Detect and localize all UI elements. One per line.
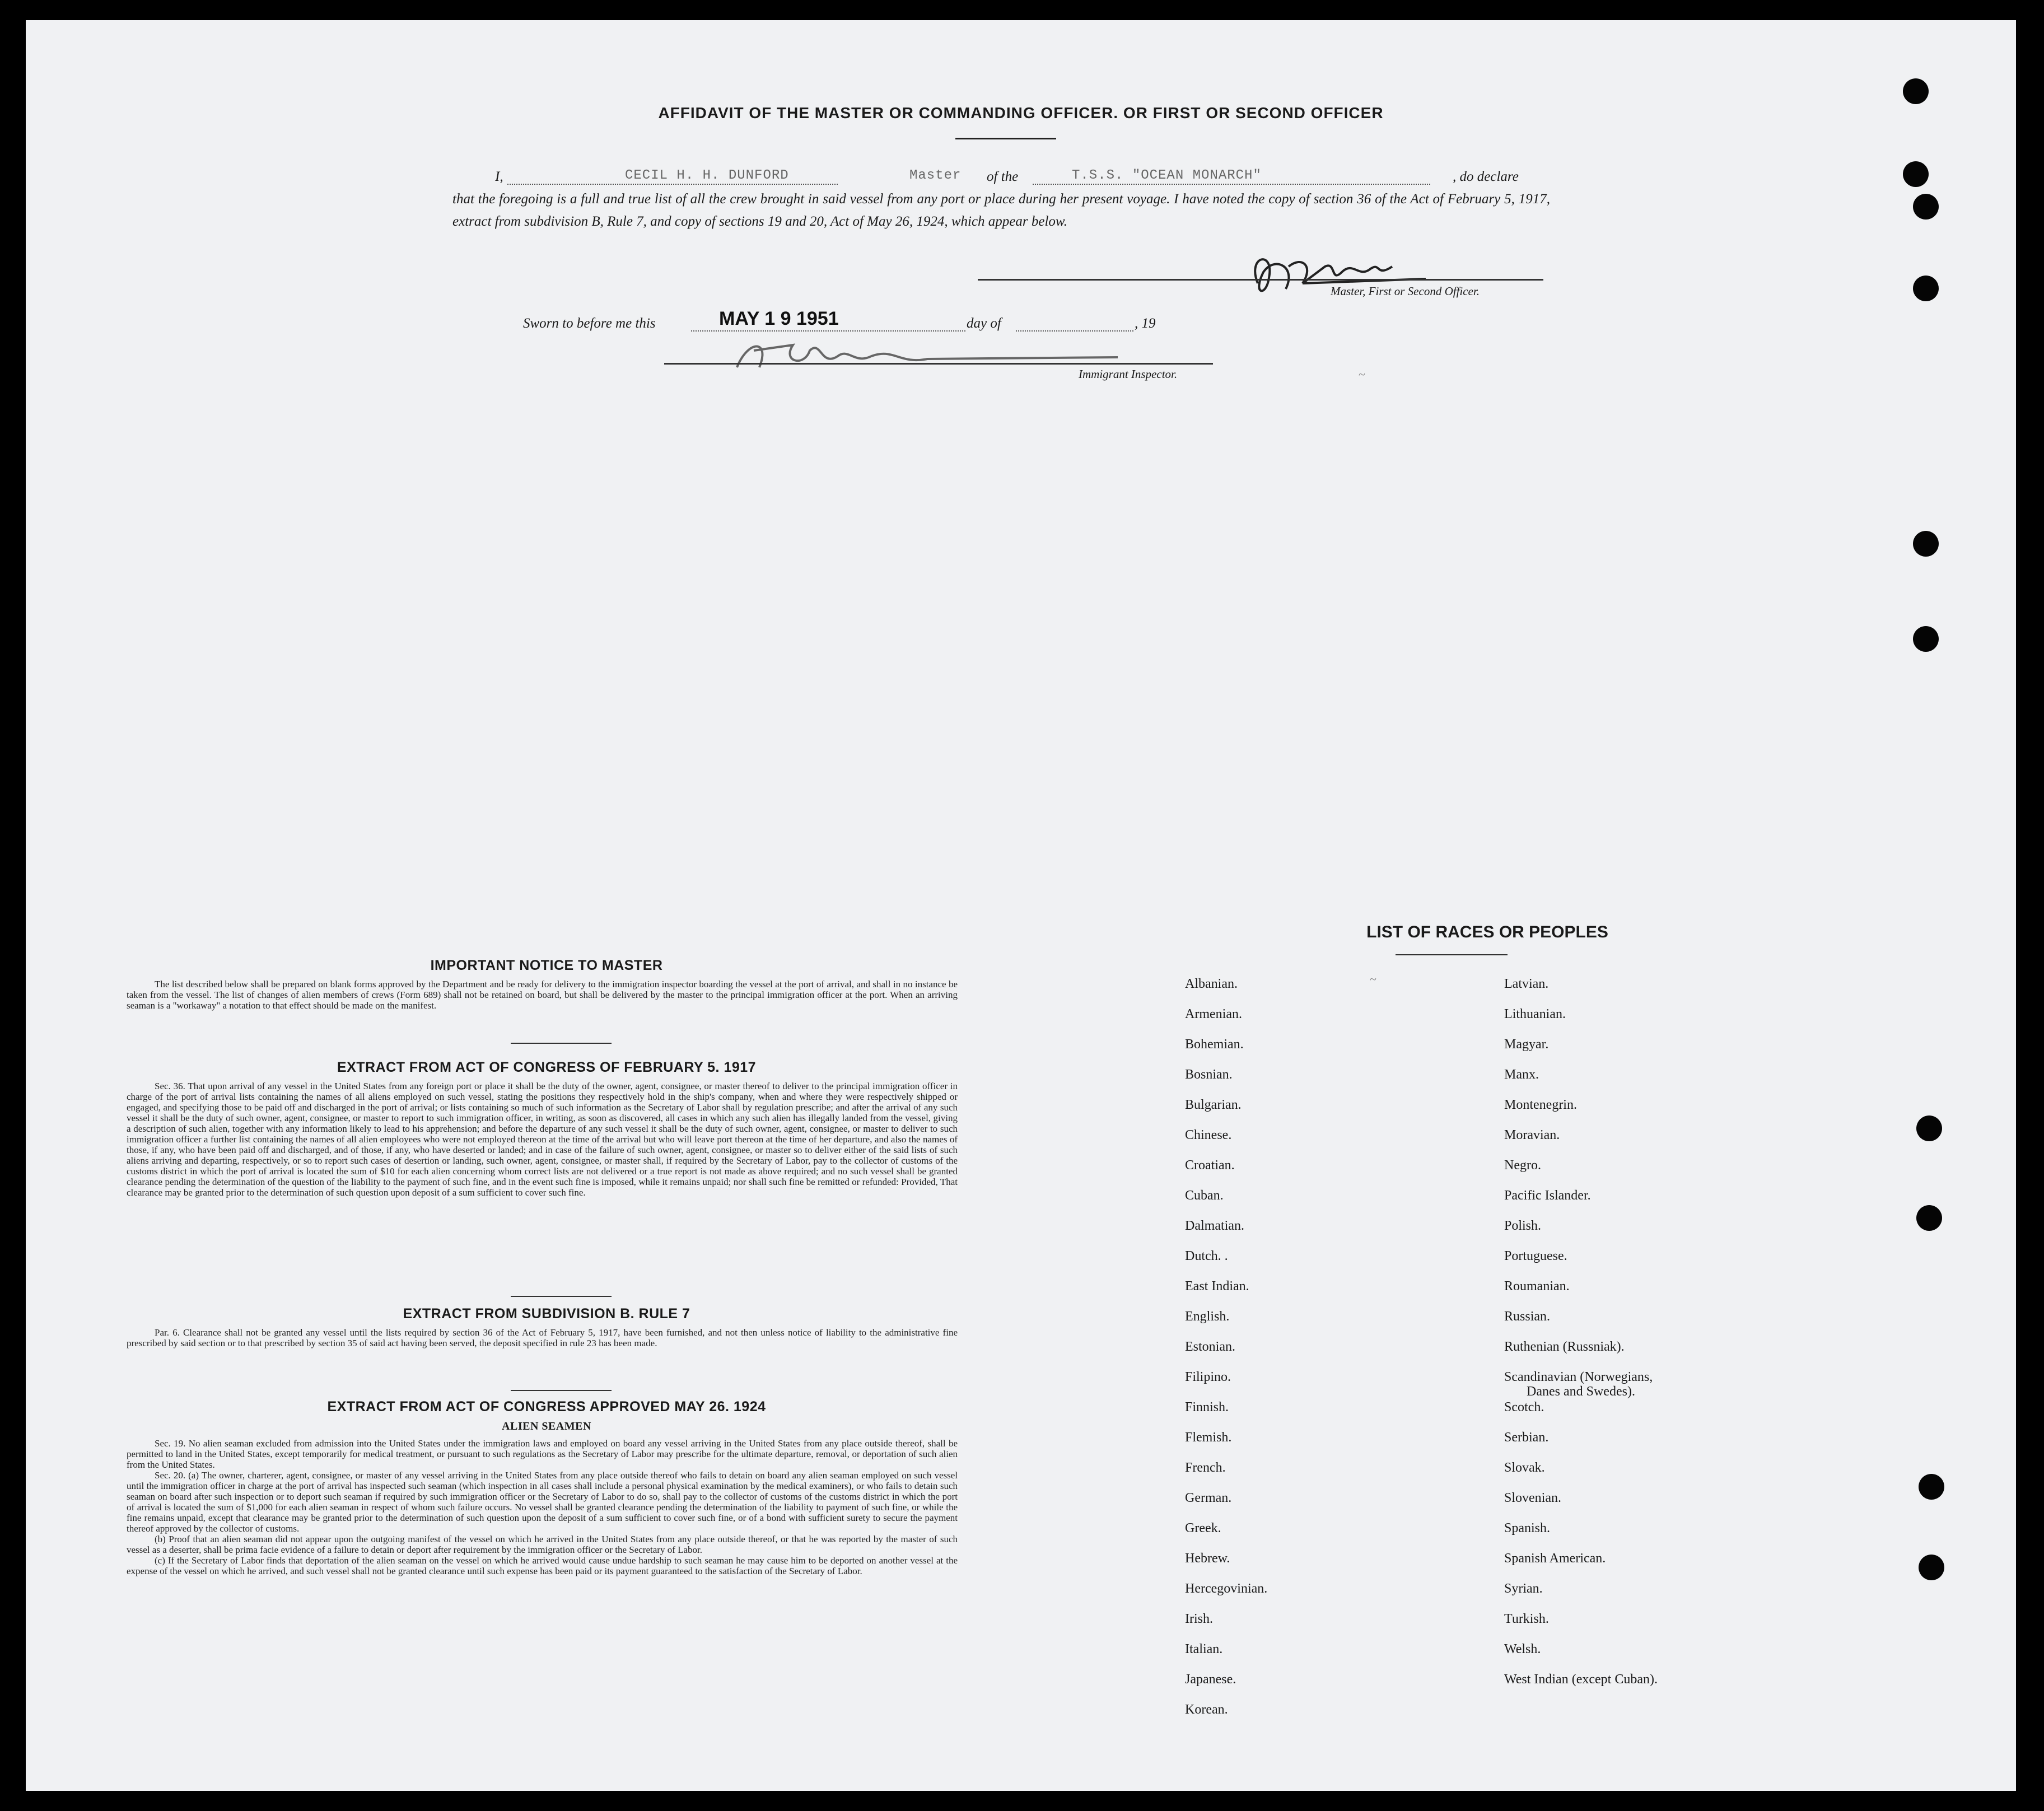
race-item: Latvian. xyxy=(1504,977,1549,991)
do-declare-label: , do declare xyxy=(1453,169,1519,184)
extract-1917-text: Sec. 36. That upon arrival of any vessel in the United States from any foreign port or place it shall be the duty of the owner, agent, consignee, or master thereof to deliver to the principal immigration officer in charge of the port of arrival lists containing the names of all aliens employed on such vessel, stating the positions they respectively hold in the ship's company, when and where they were respectively shipped or engaged, and specifying those to be paid off and discharged in the port of arrival; or lists containing so much of such information as the Secretary of Labor shall by regulation prescribe; and after the arrival of any such vessel it shall be the duty of such owner, agent, consignee, or master to report to such immigration officer, in writing, as soon as discovered, all cases in which any such alien has illegally landed from the vessel, giving a description of such alien, together with any information likely to lead to his apprehension; and before the departure of any such vessel it shall be the duty of such owner, agent, consignee, or master to deliver to such immigration officer a further list containing the names of all alien employees who were not employed thereon at the time of the arrival but who will leave port thereon at the time of her departure, and also the names of those, if any, who have been paid off and discharged, and of those, if any, who have deserted or landed; and in case of the failure of such owner, agent, consignee, or master so to deliver either of the said lists of such aliens arriving and departing, respectively, or so to report such cases of desertion or landing, such owner, agent, consignee, or master shall, if required by the Secretary of Labor, pay to the collector of customs of the customs district in which the port of arrival is located the sum of $10 for each alien concerning whom correct lists are not delivered or a true report is not made as above required; and no such vessel shall be granted clearance pending the determination of the question of the liability to the payment of such fine, and in the event such fine is imposed, while it remains unpaid; nor shall such fine be remitted or refunded: Provided, That clearance may be granted prior to the determination of such question upon deposit of a sum sufficient to cover such fine. xyxy=(127,1081,958,1198)
race-item: English. xyxy=(1185,1309,1230,1324)
race-item: Lithuanian. xyxy=(1504,1007,1566,1021)
sworn-dotted-line xyxy=(691,330,965,332)
race-item: Bohemian. xyxy=(1185,1037,1244,1052)
punch-hole xyxy=(1916,1115,1942,1141)
race-item: Serbian. xyxy=(1504,1430,1549,1445)
notice-title: IMPORTANT NOTICE TO MASTER xyxy=(430,958,663,973)
month-dotted-line xyxy=(1016,330,1133,332)
race-item: Irish. xyxy=(1185,1612,1213,1626)
races-underline xyxy=(1396,954,1508,955)
race-item: Hebrew. xyxy=(1185,1551,1230,1566)
extract-1917-title: EXTRACT FROM ACT OF CONGRESS OF FEBRUARY 5. 1917 xyxy=(337,1059,757,1075)
race-item: Welsh. xyxy=(1504,1642,1541,1656)
manifest-page xyxy=(26,20,2016,1791)
race-item: Moravian. xyxy=(1504,1128,1560,1142)
race-item: Armenian. xyxy=(1185,1007,1242,1021)
race-item: Scandinavian (Norwegians, xyxy=(1504,1370,1653,1384)
race-item: Bulgarian. xyxy=(1185,1098,1242,1112)
race-item: Portuguese. xyxy=(1504,1249,1567,1263)
punch-hole xyxy=(1903,161,1929,187)
inspector-line xyxy=(664,363,1213,365)
race-item: Ruthenian (Russniak). xyxy=(1504,1339,1625,1354)
declaration-line xyxy=(495,167,1548,187)
race-item: Danes and Swedes). xyxy=(1527,1384,1635,1399)
race-item: Cuban. xyxy=(1185,1188,1224,1203)
extract-1924-text: Sec. 19. No alien seaman excluded from admission into the United States under the immigration laws and employed on board any vessel arriving in the United States from any place outside thereof, shall be permitted to land in the United States, except temporarily for medical treatment, or pursuant to such regulations as the Secretary of Labor may prescribe for the ultimate departure, removal, or deportation of such alien from the United States. Sec. 20. (a) The owner, charterer, agent, consignee, or master of any vessel arriving in the United States from any place outside thereof who fails to detain on board any alien seaman employed on such vessel until the immigration officer in charge at the port of arrival has inspected such seaman (which inspection in all cases shall include a personal physical examination by the medical examiners), or who fails to detain such seaman on board after such inspection or to deport such seaman if required by such immigration officer or the Secretary of Labor to do so, shall pay to the collector of customs of the customs district in which the port of arrival is located the sum of $1,000 for each alien seaman in respect of whom such failure occurs. No vessel shall be granted clearance pending the determination of the liability to payment of such fine, or while the fine remains unpaid, except that clearance may be granted prior to the determination of such question upon the deposit of a sum sufficient to cover such fine, or of a bond with sufficient surety to secure the payment thereof approved by the collector of customs. (b) Proof that an alien seaman did not appear upon the outgoing manifest of the vessel on which he arrived in the United States from any place outside thereof, or that he was reported by the master of such vessel as a deserter, shall be prima facie evidence of a failure to detain or deport after requirement by the immigration officer or the Secretary of Labor. (c) If the Secretary of Labor finds that deportation of the alien seaman on the vessel on which he arrived would cause undue hardship to such seaman he may cause him to be deported on another vessel at the expense of the vessel on which he arrived, and such vessel shall not be granted clearance until such expense has been paid or its payment guaranteed to the satisfaction of the Secretary of Labor. xyxy=(127,1438,958,1576)
race-item: German. xyxy=(1185,1491,1232,1505)
vessel-name: T.S.S. "OCEAN MONARCH" xyxy=(1072,168,1262,183)
signature-line xyxy=(978,279,1543,281)
races-title: LIST OF RACES OR PEOPLES xyxy=(1366,923,1608,941)
race-item: Dalmatian. xyxy=(1185,1219,1244,1233)
sworn-label: Sworn to before me this xyxy=(523,316,656,331)
master-name: CECIL H. H. DUNFORD xyxy=(625,168,789,183)
vessel-dotted-line xyxy=(1033,184,1430,185)
punch-hole xyxy=(1919,1555,1944,1580)
year-label: , 19 xyxy=(1135,316,1156,331)
name-dotted-line xyxy=(507,184,838,185)
race-item: Spanish American. xyxy=(1504,1551,1606,1566)
race-item: Korean. xyxy=(1185,1702,1228,1717)
race-item: Estonian. xyxy=(1185,1339,1235,1354)
sworn-line xyxy=(495,310,1167,333)
rank: Master xyxy=(909,168,962,183)
race-item: French. xyxy=(1185,1460,1226,1475)
punch-hole xyxy=(1903,78,1929,104)
extract-rule7-text: Par. 6. Clearance shall not be granted any vessel until the lists required by section 36 of the Act of February 5, 1917, have been furnished, and not then unless notice of liability to the administrative fine prescribed by said section or to that prescribed by section 35 of said act having been served, the deposit specified in rule 23 has been made. xyxy=(127,1327,958,1348)
faint-mark: ~ xyxy=(1370,972,1376,986)
punch-hole xyxy=(1913,276,1939,301)
race-item: Syrian. xyxy=(1504,1581,1543,1596)
race-item: Dutch. . xyxy=(1185,1249,1228,1263)
extract-rule7-title: EXTRACT FROM SUBDIVISION B. RULE 7 xyxy=(403,1306,690,1322)
signature-caption: Master, First or Second Officer. xyxy=(1331,284,1480,298)
punch-hole xyxy=(1913,531,1939,557)
race-item: West Indian (except Cuban). xyxy=(1504,1672,1658,1687)
race-item: Flemish. xyxy=(1185,1430,1232,1445)
race-item: Manx. xyxy=(1504,1067,1539,1082)
declaration-statement: that the foregoing is a full and true list of all the crew brought in said vessel from any port or place during her present voyage. I have noted the copy of section 36 of the Act of February 5, 1917, extract from subdivision B, Rule 7, and copy of sections 19 and 20, Act of May 26, 1924, which appear below. xyxy=(452,192,1550,229)
race-item: Greek. xyxy=(1185,1521,1221,1535)
faint-mark: ~ xyxy=(1359,367,1365,381)
race-item: Japanese. xyxy=(1185,1672,1236,1687)
i-label: I, xyxy=(495,169,503,184)
punch-hole xyxy=(1913,194,1939,220)
race-item: Montenegrin. xyxy=(1504,1098,1577,1112)
race-item: Chinese. xyxy=(1185,1128,1232,1142)
race-item: Spanish. xyxy=(1504,1521,1551,1535)
punch-hole xyxy=(1913,626,1939,652)
divider xyxy=(511,1296,612,1297)
title-underline xyxy=(955,138,1056,139)
notice-text: The list described below shall be prepared on blank forms approved by the Department and be ready for delivery to the immigration inspector boarding the vessel at the port of arrival, and shall in no instance be taken from the vessel. The list of changes of alien members of crews (Form 689) shall not be retained on board, but shall be delivered by the master to the principal immigration officer at the port. When an arriving seaman is a "workaway" a notation to that effect should be made on the manifest. xyxy=(127,979,958,1011)
of-the-label: of the xyxy=(987,169,1019,184)
race-item: Croatian. xyxy=(1185,1158,1235,1173)
race-item: Pacific Islander. xyxy=(1504,1188,1591,1203)
race-item: Slovenian. xyxy=(1504,1491,1561,1505)
punch-hole xyxy=(1916,1205,1942,1231)
date-stamp: MAY 1 9 1951 xyxy=(719,308,839,329)
race-item: Albanian. xyxy=(1185,977,1238,991)
divider xyxy=(511,1390,612,1391)
punch-hole xyxy=(1919,1474,1944,1500)
affidavit-title: AFFIDAVIT OF THE MASTER OR COMMANDING OFFICER. OR FIRST OR SECOND OFFICER xyxy=(658,104,1384,122)
inspector-caption: Immigrant Inspector. xyxy=(1079,367,1178,381)
race-item: Slovak. xyxy=(1504,1460,1545,1475)
extract-1924-title: EXTRACT FROM ACT OF CONGRESS APPROVED MAY 26. 1924 xyxy=(327,1399,766,1415)
day-of-label: day of xyxy=(967,316,1001,331)
race-item: Bosnian. xyxy=(1185,1067,1233,1082)
race-item: Polish. xyxy=(1504,1219,1542,1233)
race-item: Russian. xyxy=(1504,1309,1551,1324)
race-item: Magyar. xyxy=(1504,1037,1549,1052)
inspector-signature xyxy=(726,334,1129,379)
race-item: Hercegovinian. xyxy=(1185,1581,1268,1596)
divider xyxy=(511,1043,612,1044)
race-item: Italian. xyxy=(1185,1642,1223,1656)
race-item: Roumanian. xyxy=(1504,1279,1570,1294)
race-item: Filipino. xyxy=(1185,1370,1231,1384)
race-item: Finnish. xyxy=(1185,1400,1229,1415)
race-item: Negro. xyxy=(1504,1158,1541,1173)
alien-seamen-subtitle: ALIEN SEAMEN xyxy=(502,1420,591,1432)
race-item: Turkish. xyxy=(1504,1612,1549,1626)
race-item: East Indian. xyxy=(1185,1279,1249,1294)
race-item: Scotch. xyxy=(1504,1400,1544,1415)
